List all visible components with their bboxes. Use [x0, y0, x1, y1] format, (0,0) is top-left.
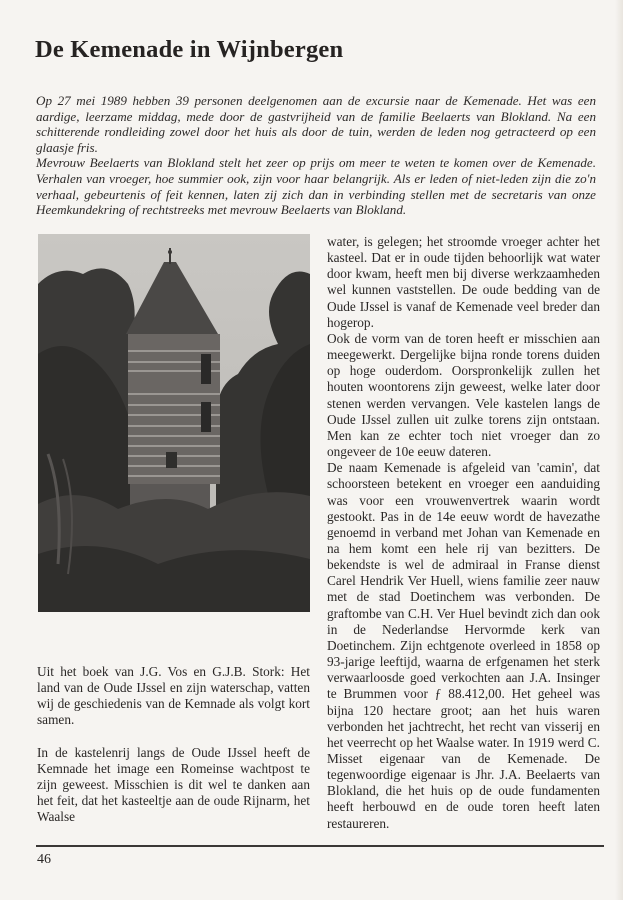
left-column-text: [37, 664, 310, 825]
right-column-text: [327, 234, 600, 832]
body-paragraph: Uit het boek van J.G. Vos en G.J.B. Stork: Het land van de Oude IJssel en zijn waterschap, vatten wij de geschiedenis van de Kemnade als volgt kort samen.: [37, 664, 310, 728]
body-paragraph: Ook de vorm van de toren heeft er misschien aan meegewerkt. Dergelijke bijna ronde torens duiden op hoge ouderdom. Oorspronkelijk zullen het houten woontorens zijn geweest, welke later door stenen werden vervangen. Vele kastelen langs de Oude IJssel zullen uit zulke torens zijn ontstaan. Men kan ze echter toch niet vroeger dan zo ongeveer de 10e eeuw dateren.: [327, 330, 600, 460]
body-paragraph: water, is gelegen; het stroomde vroeger achter het kasteel. Dat er in oude tijden behoorlijk wat water door kwam, heeft men bij diverse werkzaamheden wel kunnen vaststellen. De oude bedding van de Oude IJssel is vanaf de Kemenade veel breder dan hogerop.: [327, 234, 600, 330]
intro-paragraph: Mevrouw Beelaerts van Blokland stelt het zeer op prijs om meer te weten te komen over de Kemenade. Verhalen van vroeger, hoe summier ook, zijn voor haar belangrijk. Als er leden of niet-leden zijn die zo'n verhaal, gebeurtenis of feit kennen, laten zij zich dan in verbinding stellen met de secretaris van onze Heemkundekring of rechtstreeks met mevrouw Beelaerts van Blokland.: [36, 155, 596, 218]
page-edge: [615, 0, 623, 900]
page-number: 46: [37, 852, 51, 867]
body-paragraph: De naam Kemenade is afgeleid van 'camin', dat schoorsteen betekent en vroeger een aanduiding was voor een vrouwenvertrek waarin wordt gestookt. Pas in de 14e eeuw wordt de havezathe genoemd in verband met Johan van Kemenade en na hem komt een hele rij van bezitters. De bekendste is wel de admiraal in Franse dienst Carel Hendrik Ver Huell, wiens familie zeer nauw met de stad Doetinchem was verbonden. De graftombe van C.H. Ver Huel bevindt zich dan ook in de Nederlandse Hervormde kerk van Doetinchem. Zijn echtgenote overleed in 1858 op 93-jarige leeftijd, waarna de erfgenamen het sterk verwaarloosde goed verkochten aan J.A. Insinger te Brummen voor ƒ 88.412,00. Het geheel was bijna 120 hectare groot; aan het huis waren verbonden het jachtrecht, het recht van visserij en het veerrecht op het Waalse water. In 1919 werd C. Misset eigenaar van de Kemenade. De tegenwoordige eigenaar is Jhr. J.A. Beelaerts van Blokland, die het huis op de oude fundamenten heeft herbouwd en de oude toren heeft laten restaureren.: [327, 460, 600, 831]
article-title: De Kemenade in Wijnbergen: [35, 36, 344, 63]
tower-photo: [38, 234, 310, 612]
paragraph-gap: [37, 729, 310, 745]
footer-rule: [36, 845, 604, 847]
tower-photo-illustration: [38, 234, 310, 612]
intro-paragraph: Op 27 mei 1989 hebben 39 personen deelgenomen aan de excursie naar de Kemenade. Het was een aardige, leerzame middag, mede door de gastvrijheid van de familie Beelaerts van Blokland. Na een schitterende rondleiding zowel door het huis als door de tuin, werden de leden nog getracteerd op een glaasje fris.: [36, 93, 596, 155]
body-paragraph: In de kastelenrij langs de Oude IJssel heeft de Kemnade het image een Romeinse wachtpost te zijn geweest. Misschien is dit wel te danken aan het feit, dat het kasteeltje aan de oude Rijnarm, het Waalse: [37, 744, 310, 825]
intro-text: [36, 93, 596, 218]
